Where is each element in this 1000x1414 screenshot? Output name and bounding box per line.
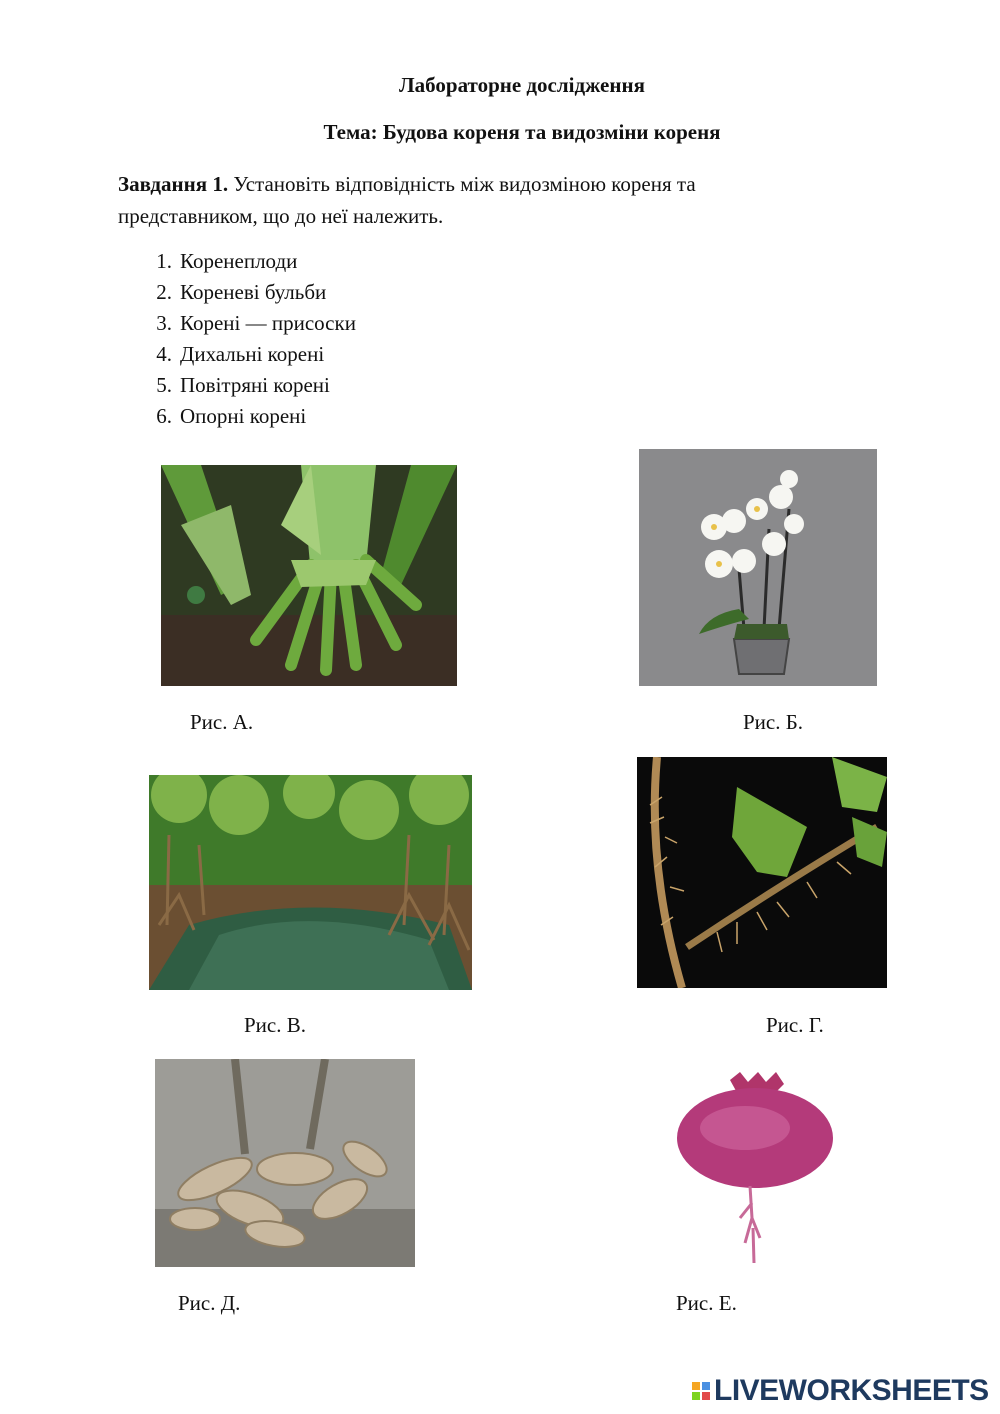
list-item: 6. Опорні корені	[156, 404, 307, 428]
topic-heading: Тема: Будова кореня та видозміни кореня	[323, 120, 721, 144]
list-item: 4. Дихальні корені	[156, 342, 325, 366]
figure-g-image	[637, 757, 887, 988]
figure-a-caption: Рис. А.	[190, 710, 254, 734]
figure-e-caption: Рис. Е.	[676, 1291, 737, 1315]
figure-d-image	[155, 1059, 415, 1267]
task-label: Завдання 1.	[118, 172, 229, 196]
list-item: 3. Корені — присоски	[156, 311, 356, 335]
figure-b-caption: Рис. Б.	[743, 710, 804, 734]
task-instructions	[118, 168, 818, 232]
figure-g-caption: Рис. Г.	[766, 1013, 824, 1037]
liveworksheets-logo	[692, 1374, 989, 1408]
list-item: 2. Кореневі бульби	[156, 280, 327, 304]
figure-a-image	[161, 465, 457, 686]
logo-icon	[692, 1382, 710, 1400]
figure-v-caption: Рис. В.	[244, 1013, 306, 1037]
options-list	[118, 246, 356, 432]
page-title: Лабораторне дослідження	[399, 73, 645, 97]
list-item: 5. Повітряні корені	[156, 373, 330, 397]
figure-v-image	[149, 775, 472, 990]
task-text: Установіть відповідність між видозміною кореня та представником, що до неї належить.	[118, 172, 696, 228]
list-item: 1. Коренеплоди	[156, 249, 298, 273]
figure-b-image	[639, 449, 877, 686]
figure-d-caption: Рис. Д.	[178, 1291, 241, 1315]
logo-text: LIVEWORKSHEETS	[714, 1374, 989, 1407]
figure-e-image	[660, 1068, 850, 1268]
